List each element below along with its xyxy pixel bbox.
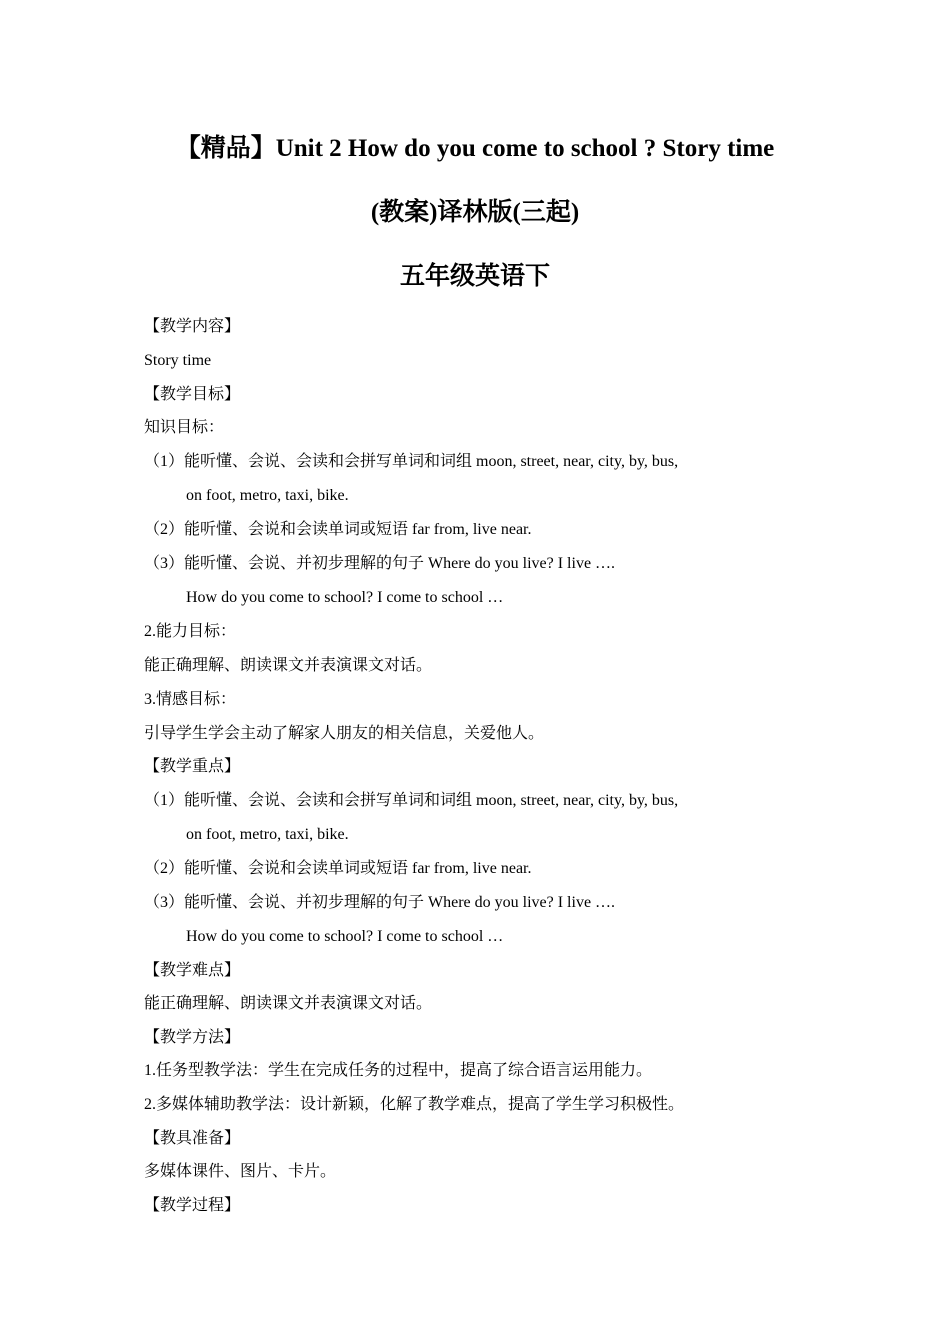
list-item: （1）能听懂、会说、会读和会拼写单词和词组 moon, street, near, city, by, bus, [144,453,679,470]
section-heading-objectives: 【教学目标】 [144,386,241,403]
section-heading-difficulties: 【教学难点】 [144,962,241,979]
list-item-continuation: How do you come to school? I come to school … [186,928,504,945]
paragraph: 1.任务型教学法：学生在完成任务的过程中，提高了综合语言运用能力。 [144,1062,653,1079]
list-item: （3）能听懂、会说、并初步理解的句子 Where do you live? I live …. [144,894,616,911]
paragraph: 能正确理解、朗读课文并表演课文对话。 [144,995,433,1012]
paragraph: 2.能力目标： [144,623,237,640]
list-item: （3）能听懂、会说、并初步理解的句子 Where do you live? I live …. [144,555,616,572]
document-title-line-2: (教案)译林版(三起) [370,199,580,226]
section-heading-process: 【教学过程】 [144,1197,241,1214]
paragraph: 多媒体课件、图片、卡片。 [144,1163,337,1180]
paragraph: 2.多媒体辅助教学法：设计新颖，化解了教学难点，提高了学生学习积极性。 [144,1096,685,1113]
list-item-continuation: How do you come to school? I come to school … [186,589,504,606]
section-heading-methods: 【教学方法】 [144,1029,241,1046]
document-title-line-3: 五年级英语下 [399,263,550,290]
paragraph: 能正确理解、朗读课文并表演课文对话。 [144,657,433,674]
section-heading-key-points: 【教学重点】 [144,758,241,775]
section-heading-materials: 【教具准备】 [144,1130,241,1147]
paragraph: 引导学生学会主动了解家人朋友的相关信息，关爱他人。 [144,725,545,742]
list-item: （1）能听懂、会说、会读和会拼写单词和词组 moon, street, near, city, by, bus, [144,792,679,809]
list-item: （2）能听懂、会说和会读单词或短语 far from, live near. [144,860,532,877]
paragraph: 3.情感目标： [144,691,237,708]
document-title-line-1: 【精品】Unit 2 How do you come to school ? Story time [175,135,775,162]
section-heading-content: 【教学内容】 [144,318,241,335]
list-item: （2）能听懂、会说和会读单词或短语 far from, live near. [144,521,532,538]
list-item-continuation: on foot, metro, taxi, bike. [186,487,349,504]
paragraph: Story time [144,352,212,369]
paragraph: 知识目标： [144,419,225,436]
list-item-continuation: on foot, metro, taxi, bike. [186,826,349,843]
